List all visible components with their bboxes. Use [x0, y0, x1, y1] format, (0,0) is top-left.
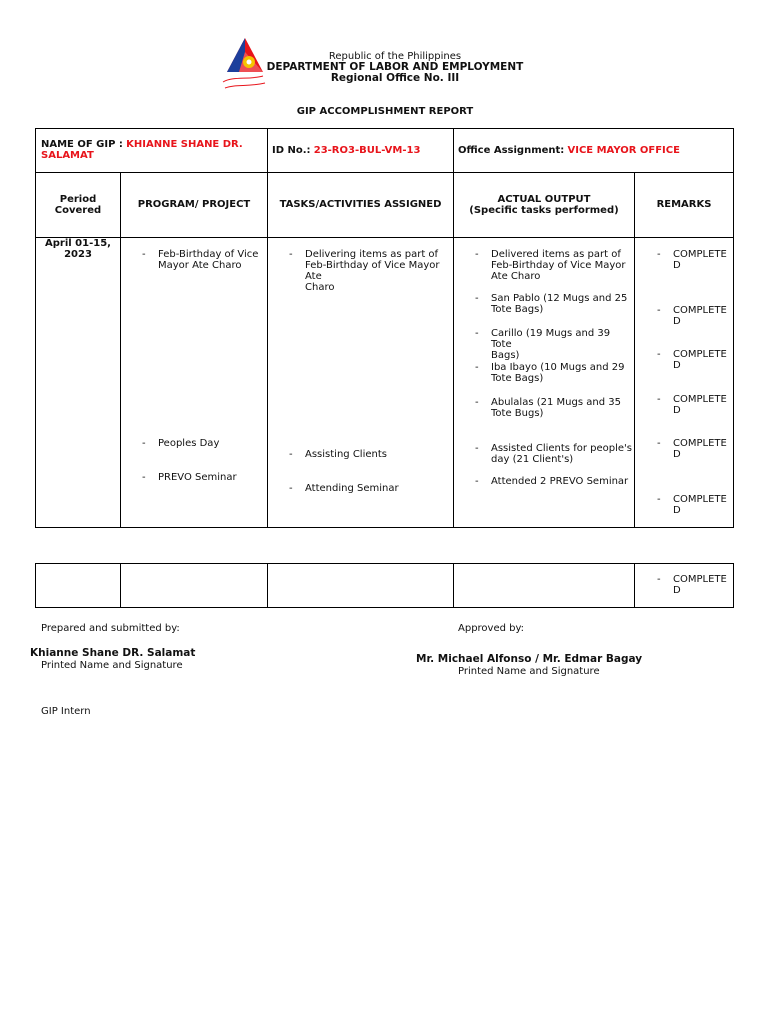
- prepared-label: Prepared and submitted by:: [41, 623, 180, 634]
- gip-name-field: [41, 139, 261, 161]
- header-remarks: REMARKS: [656, 199, 712, 210]
- id-label: ID No.:: [272, 145, 311, 156]
- department-line: DEPARTMENT OF LABOR AND EMPLOYMENT: [266, 61, 524, 73]
- republic-line: Republic of the Philippines: [328, 51, 462, 62]
- id-field: [272, 145, 452, 156]
- office-value: VICE MAYOR OFFICE: [567, 145, 680, 156]
- header-period: Period Covered: [54, 194, 102, 216]
- report-title: GIP ACCOMPLISHMENT REPORT: [296, 106, 474, 117]
- approved-label: Approved by:: [458, 623, 525, 634]
- id-value: 23-RO3-BUL-VM-13: [313, 145, 421, 156]
- role-label: GIP Intern: [41, 706, 91, 717]
- header-tasks: TASKS/ACTIVITIES ASSIGNED: [279, 199, 442, 210]
- header-program: PROGRAM/ PROJECT: [137, 199, 251, 210]
- header-output: ACTUAL OUTPUT (Specific tasks performed): [469, 194, 619, 216]
- period-covered: April 01-15, 2023: [45, 238, 111, 260]
- office-label: Office Assignment:: [458, 145, 565, 156]
- regional-office-line: Regional Office No. III: [330, 72, 460, 84]
- gip-name-value-2: SALAMAT: [41, 150, 94, 161]
- approver-name: Mr. Michael Alfonso / Mr. Edmar Bagay: [416, 653, 643, 665]
- approver-caption: Printed Name and Signature: [458, 666, 600, 677]
- gip-name-value-1: KHIANNE SHANE DR.: [126, 139, 243, 150]
- preparer-name: Khianne Shane DR. Salamat: [30, 647, 196, 659]
- preparer-caption: Printed Name and Signature: [41, 660, 183, 671]
- gip-name-label: NAME OF GIP :: [41, 139, 123, 150]
- office-field: [458, 145, 733, 156]
